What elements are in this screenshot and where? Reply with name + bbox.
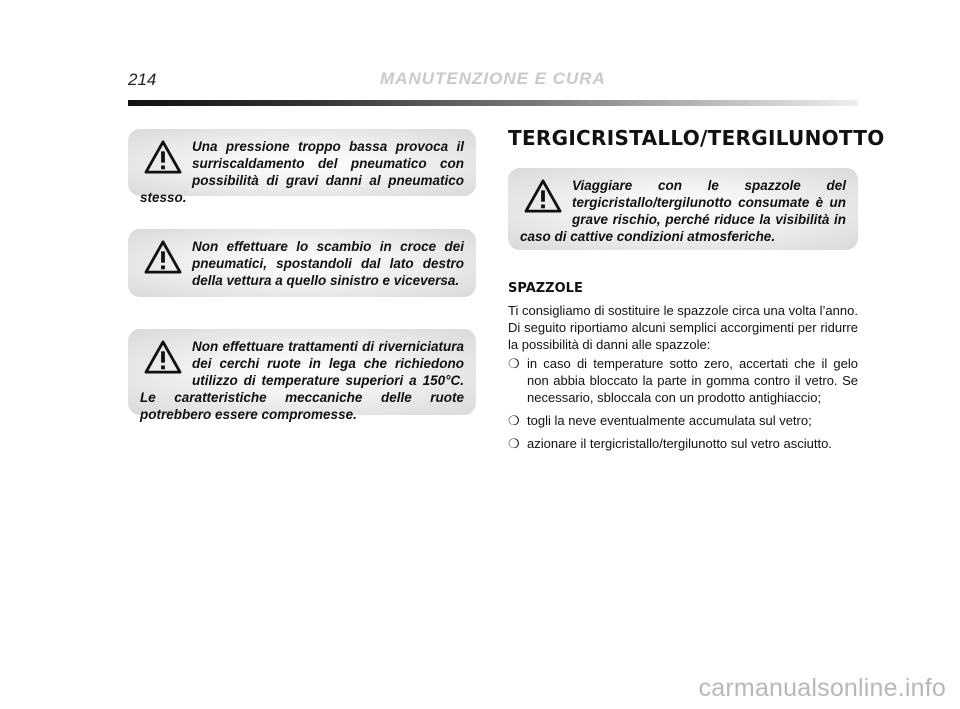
watermark: carmanualsonline.info [698,674,946,702]
paragraph: Di seguito riportiamo alcuni semplici accorgimenti per ridurre la possibilità di danni alle spazzole: [508,320,858,352]
warning-text: Viaggiare con le spazzole del tergicristallo/tergilunotto consumate è un grave rischio, perché riduce la visibilità in caso di cattive condizioni atmosferiche. [520,178,846,244]
warning-triangle-icon [144,240,182,274]
list-item-text: in caso di temperature sotto zero, accertati che il gelo non abbia bloccato la parte in gomma contro il vetro. Se necessario, sbloccala con un prodotto antighiaccio; [527,356,858,405]
paragraph: Ti consigliamo di sostituire le spazzole circa una volta l’anno. [508,303,858,318]
list-item-text: azionare il tergicristallo/tergilunotto sul vetro asciutto. [527,436,832,451]
warning-triangle-icon [144,140,182,174]
list-item [508,355,858,406]
warning-box-tire-pressure [128,129,476,205]
body-text [508,302,858,458]
warning-text: Non effettuare trattamenti di riverniciatura dei cerchi ruote in lega che richiedono utilizzo di temperature superiori a 150°C. Le caratteristiche meccaniche delle ruote potrebbero essere compromesse. [140,339,464,422]
list-item-text: togli la neve eventualmente accumulata sul vetro; [527,413,812,428]
subsection-title: SPAZZOLE [508,281,583,296]
bullet-circle-icon: ❍ [508,436,520,451]
list-item [508,412,858,429]
warning-box-wheel-painting [128,329,476,422]
bullet-circle-icon: ❍ [508,413,520,428]
warning-triangle-icon [144,340,182,374]
warning-text: Una pressione troppo bassa provoca il surriscaldamento del pneumatico con possibilità di gravi danni al pneumatico stesso. [140,139,464,205]
warning-box-wiper-blades [508,168,858,250]
warning-box-tire-rotation [128,229,476,297]
bullet-circle-icon: ❍ [508,356,520,371]
header-rule [128,100,858,106]
list-item [508,435,858,452]
running-title: MANUTENZIONE E CURA [380,69,606,88]
page-number: 214 [128,70,157,89]
bullet-list [508,355,858,452]
warning-text: Non effettuare lo scambio in croce dei pneumatici, spostandoli dal lato destro della vettura a quello sinistro e viceversa. [192,239,464,288]
warning-triangle-icon [524,179,562,213]
section-title: TERGICRISTALLO/TERGILUNOTTO [508,126,885,150]
